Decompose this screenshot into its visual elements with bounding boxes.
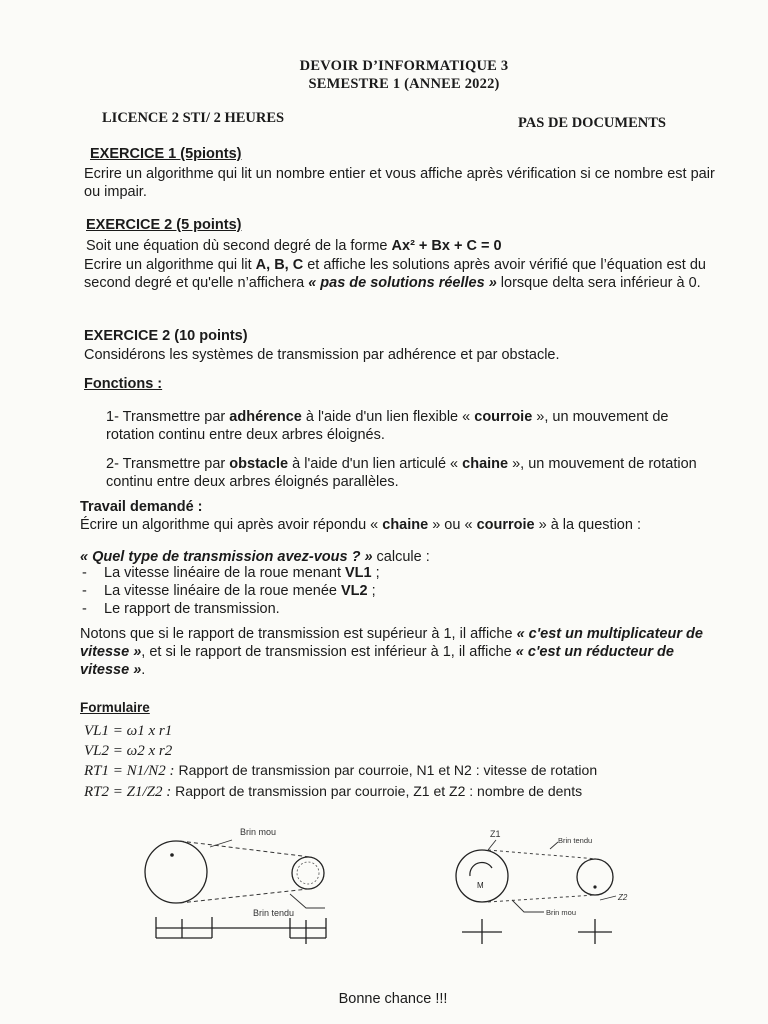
rt2-math: RT2 = Z1/Z2 : xyxy=(84,783,172,800)
t-calcule: calcule : xyxy=(372,549,430,565)
formula-vl2: VL2 = ω2 x r2 xyxy=(84,742,173,759)
belt-transmission-diagram xyxy=(140,820,350,950)
driving-sprocket xyxy=(456,850,508,902)
f2-bold: obstacle xyxy=(229,456,289,472)
bottom-label-leader xyxy=(512,900,544,912)
pulley-dot xyxy=(170,853,174,857)
formulaire-title: Formulaire xyxy=(80,700,150,715)
formula-block xyxy=(84,722,734,802)
exercise-2-line-1-prefix: Soit une équation dù second degré de la forme xyxy=(86,238,392,254)
brin-tendu-label-right: Brin tendu xyxy=(558,836,593,845)
travail-title: Travail demandé : xyxy=(80,499,203,515)
list-item xyxy=(82,564,722,582)
exercise-2-paragraph xyxy=(84,256,724,292)
f1-a: 1- Transmettre par xyxy=(106,409,230,425)
formula-rt2 xyxy=(84,782,734,803)
z2-label: Z2 xyxy=(618,893,628,902)
formula-rt1 xyxy=(84,761,734,782)
list-item xyxy=(82,582,722,600)
chain-bottom-strand xyxy=(488,895,595,902)
exercise-2-title: EXERCICE 2 (5 points) xyxy=(86,217,242,233)
t-courroie: courroie xyxy=(476,517,535,533)
f2-b: à l'aide d'un lien articulé « xyxy=(288,456,463,472)
header-right: PAS DE DOCUMENTS xyxy=(518,115,666,131)
motor-label: M xyxy=(477,881,484,890)
rt2-text: Rapport de transmission par courroie, Z1 et Z2 : nombre de dents xyxy=(171,782,583,799)
ex2-text-c: lorsque delta sera inférieur à 0. xyxy=(496,275,701,291)
note-paragraph xyxy=(80,625,720,679)
top-label-leader xyxy=(210,840,232,847)
ex2-text-a: Ecrire un algorithme qui lit xyxy=(84,257,256,273)
brin-mou-label: Brin mou xyxy=(240,827,277,837)
driving-pulley xyxy=(145,841,207,903)
brin-tendu-label: Brin tendu xyxy=(253,908,295,918)
f2-word: chaine xyxy=(462,456,509,472)
function-2 xyxy=(106,455,716,491)
belt-top-strand xyxy=(180,841,310,857)
f1-bold: adhérence xyxy=(229,409,302,425)
exercise-2-line-1 xyxy=(86,237,726,255)
title-line-1: DEVOIR D’INFORMATIQUE 3 xyxy=(299,58,509,74)
travail-text xyxy=(80,516,720,534)
formula-vl1: VL1 = ω1 x r1 xyxy=(84,723,173,739)
belt-bottom-strand xyxy=(180,889,308,903)
t-b: » ou « xyxy=(428,517,477,533)
f1-b: à l'aide d'un lien flexible « xyxy=(301,409,475,425)
n-msg1: « c'est un multiplicateur de vitesse » xyxy=(80,626,703,660)
f1-word: courroie xyxy=(474,409,533,425)
ex2-vars: A, B, C xyxy=(255,257,304,273)
footer-text: Bonne chance !!! xyxy=(338,991,448,1007)
driven-pulley-inner xyxy=(297,862,319,884)
sprocket-dot xyxy=(593,885,596,888)
chain-transmission-diagram xyxy=(440,820,650,950)
rotation-arrow-icon xyxy=(470,862,492,876)
brin-mou-label-right: Brin mou xyxy=(546,908,577,917)
b1-c: ; xyxy=(371,565,380,581)
chain-top-strand xyxy=(488,850,597,859)
b2-b: VL2 xyxy=(340,583,368,599)
exercise-3-intro: Considérons les systèmes de transmission par adhérence et par obstacle. xyxy=(84,347,560,363)
rt1-text: Rapport de transmission par courroie, N1 et N2 : vitesse de rotation xyxy=(174,762,598,778)
n-b: , et si le rapport de transmission est inférieur à 1, il affiche xyxy=(141,644,516,660)
title-line-2: SEMESTRE 1 (ANNEE 2022) xyxy=(308,76,500,92)
driven-sprocket xyxy=(577,859,613,895)
b1-a: La vitesse linéaire de la roue menant xyxy=(104,565,346,581)
n-msg2: « c'est un réducteur de vitesse » xyxy=(80,644,674,678)
z2-leader xyxy=(600,896,616,900)
z1-label: Z1 xyxy=(490,829,501,839)
header-left: LICENCE 2 STI/ 2 HEURES xyxy=(102,110,285,126)
exercise-1-title: EXERCICE 1 (5pionts) xyxy=(90,146,242,162)
f1-c: », un mouvement de rotation continu entre deux arbres éloignés. xyxy=(106,409,669,443)
ex2-message: « pas de solutions réelles » xyxy=(308,275,497,291)
n-a: Notons que si le rapport de transmission est supérieur à 1, il affiche xyxy=(80,626,517,642)
travail-list xyxy=(82,564,722,618)
rt1-math: RT1 = N1/N2 : xyxy=(84,763,175,779)
b2-c: ; xyxy=(367,583,376,599)
n-c: . xyxy=(141,662,146,678)
ex2-text-b: et affiche les solutions après avoir vérifié que l’équation est du second degré et qu'elle n’affichera xyxy=(84,257,706,291)
b1-b: VL1 xyxy=(345,565,372,581)
t-question: « Quel type de transmission avez-vous ? » xyxy=(80,549,373,565)
list-item xyxy=(82,600,722,618)
t-chaine: chaine xyxy=(382,517,429,533)
exercise-3-title: EXERCICE 2 (10 points) xyxy=(84,328,248,344)
top-label-leader xyxy=(550,842,558,849)
t-c: » à la question : xyxy=(534,517,641,533)
quadratic-equation: Ax² + Bx + C = 0 xyxy=(391,238,502,254)
z1-leader xyxy=(488,840,496,850)
f2-c: », un mouvement de rotation continu entre deux arbres éloignés parallèles. xyxy=(106,456,697,490)
t-a: Écrire un algorithme qui après avoir répondu « xyxy=(80,517,383,533)
function-1 xyxy=(106,408,716,444)
fonctions-title: Fonctions : xyxy=(84,376,163,392)
b2-a: La vitesse linéaire de la roue menée xyxy=(104,583,341,599)
exercise-1-text: Ecrire un algorithme qui lit un nombre entier et vous affiche après vérification si ce nombre est pair ou impair. xyxy=(84,166,715,200)
f2-a: 2- Transmettre par xyxy=(106,456,230,472)
b3: Le rapport de transmission. xyxy=(104,601,280,617)
bottom-label-leader xyxy=(290,894,325,908)
